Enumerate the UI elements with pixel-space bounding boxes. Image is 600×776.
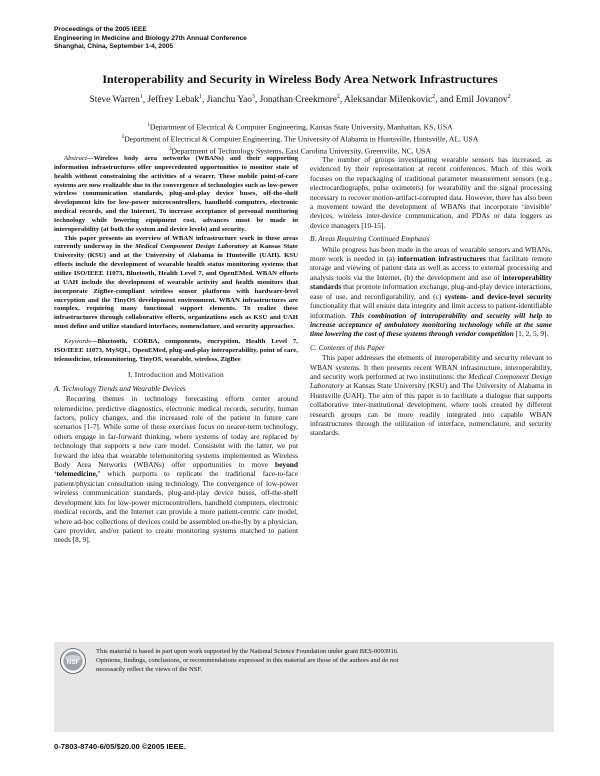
body-text: [1, 2, 5, 9]. xyxy=(513,329,549,339)
body-bold: interoperability standards xyxy=(310,272,552,292)
keywords xyxy=(54,338,298,365)
funding-footnote xyxy=(54,642,554,732)
left-column xyxy=(54,155,298,545)
body-text: This paper addresses the elements of interoperability and security relevant to WBAN systems. It then presents recent WBAN infrastructure, interoperability, and security work performed at two institutions: the xyxy=(310,353,552,381)
body-paragraph: The number of groups investigating wearable sensors has increased, as evidenced by their representation at recent conferences. Much of this work focuses on the repackaging of traditional parameter measurement sensors (e.g., electrocardiographs, pulse oximeters) for wearability and the signal processing necessary to recover motion-artifact-corrupted data. However, there has also been a movement toward the development of WBANs that incorporate ‘invisible’ devices, wireless inter-device communication, and PDAs or data loggers as device managers [10-15]. xyxy=(310,155,552,230)
author-name: Jianchu Yao xyxy=(206,95,252,106)
proceedings-line: Proceedings of the 2005 IEEE xyxy=(54,26,147,33)
paper-title: Interoperability and Security in Wireless Body Area Network Infrastructures xyxy=(102,72,498,86)
isbn-copyright: 0-7803-8740-6/05/$20.00 ©2005 IEEE. xyxy=(54,742,186,751)
abstract-text: —Wireless body area networks (WBANs) and their supporting information infrastructures offer unprecedented opportunities to monitor state of health without constraining the activities of a wearer. These mobile point-of-care systems are now realizable due to the convergence of technologies such as low-power wireless communication standards, plug-and-play device buses, off-the-shelf development kits for low-power microcontrollers, handheld computers, electronic medical records, and the Internet. To increase acceptance of personal monitoring technology while lowering equipment cost, advances must be made in interoperability (at both the system and device levels) and security. xyxy=(54,155,298,233)
abstract-paragraph xyxy=(54,155,298,235)
affiliation-sup: 3 xyxy=(168,147,172,153)
nsf-logo-icon xyxy=(60,648,86,674)
author-sep: , xyxy=(339,95,344,106)
author-sep: , xyxy=(142,95,148,106)
author-sup: 2 xyxy=(432,94,436,100)
body-bold-italic: This combination of interoperability and security will help to increase acceptance of ambulatory monitoring technology while at the same time lowering the cost of these systems through vendor competition xyxy=(310,310,553,339)
right-column xyxy=(310,155,552,438)
abstract-text: This paper presents an overview of WBAN infrastructure work in these areas currently underway in the xyxy=(54,234,298,251)
body-text: that promote information exchange, plug-and-play device interactions, ease of use, and reconfigurability, and (c) xyxy=(310,282,552,301)
author-name: Jeffrey Lebak xyxy=(147,95,200,106)
footnote-line: Opinions, findings, conclusions, or recommendations expressed in this material are those of the authors and do not xyxy=(96,657,399,665)
author-sep: , xyxy=(254,95,260,106)
affiliation xyxy=(0,121,600,133)
body-paragraph xyxy=(54,394,298,545)
affiliation-sup: 2 xyxy=(121,135,125,141)
author-list xyxy=(0,94,600,105)
abstract-label: Abstract xyxy=(64,155,87,162)
section-heading: I. Introduction and Motivation xyxy=(128,370,224,380)
proceedings-line: Engineering in Medicine and Biology 27th Annual Conference xyxy=(54,34,247,42)
author-name: Steve Warren xyxy=(89,95,140,106)
affiliations xyxy=(0,121,600,157)
affiliation-text: Department of Electrical & Computer Engineering, Kansas State University, Manhattan, KS, USA xyxy=(149,122,453,132)
subsection-heading: B. Areas Requiring Continued Emphasis xyxy=(310,234,430,244)
affiliation-sup: 1 xyxy=(147,123,150,128)
abstract xyxy=(54,155,298,332)
proceedings-line: Shanghai, China, September 1-4, 2005 xyxy=(54,43,174,51)
abstract-italic: Medical Component Design Laboratory xyxy=(135,243,249,251)
footnote-line: This material is based in part upon work supported by the National Science Foundation under grant BES-0093916. xyxy=(96,648,399,655)
author-sup: 2 xyxy=(507,94,511,100)
footnote-line: necessarily reflect the views of the NSF. xyxy=(96,666,203,674)
keywords-text: —Bluetooth, CORBA, components, encryption, Health Level 7, ISO/IEEE 11073, MySQL, OpenEMed, plug-and-play interoperability, point of care, telemedicine, telemonitoring, TinyOS, wearable, wireless, ZigBee xyxy=(54,337,298,363)
body-text: that facilitate remote storage and viewing of patient data as well as access to external processing and analysis tools via the Internet, (b) the development and use of xyxy=(310,254,552,282)
author-sup: 1 xyxy=(139,94,143,100)
proceedings-header xyxy=(54,26,247,52)
body-text: Recurring themes in technology forecasting efforts center around telemedicine, predictive diagnostics, electronic medical records, security, human factors, policy changes, and the increased role of the patient in future care scenarios [1-7]. While some of these exercises focus on nearer-term technology, others engage in far-forward thinking, where systems of today are replaced by technology that supports a new care model. Consistent with the latter, we put forward the idea that wearable telemonitoring systems implemented as Wireless Body Area Networks (WBANs) offer opportunities to move xyxy=(54,394,298,470)
keywords-label: Keywords xyxy=(64,337,91,345)
author-name: Jonathan Creekmore xyxy=(259,95,337,106)
affiliation-text: Department of Technology Systems, East Carolina University, Greenville, NC, USA xyxy=(171,146,431,156)
body-text: which purports to replicate the traditional face-to-face patient/physician consultation using technology. The convergence of low-power wireless communication standards, plug-and-play device buses, off-the-shelf development kits for low-power microcontrollers, handheld computers, electronic medical records, and the Internet can provide a more patient-centric care model, where ad-hoc collections of devices could be assembled on-the-fly by a physician, care provider, and/or patient to create monitoring systems matched to patient needs [8, 9]. xyxy=(54,469,298,545)
footnote-text xyxy=(96,647,536,675)
body-text: at Kansas State University (KSU) and The University of Alabama in Huntsville (UAH). The aim of this paper is to facilitate a dialogue that supports collaborative inter-institutional development, where tools created by different research groups can be more readily integrated into capable WBAN infrastructures through the utilization of interface, nomenclature, and security standards. xyxy=(310,381,552,438)
author-name: Aleksandar Milenkovic xyxy=(344,95,433,106)
body-bold: beyond ‘telemedicine,’ xyxy=(54,460,298,479)
body-bold: information infrastructures xyxy=(397,254,486,264)
subsection-heading: C. Contents of this Paper xyxy=(310,342,385,352)
body-paragraph xyxy=(310,353,552,438)
author-sep: , xyxy=(202,95,207,106)
author-sep: , and xyxy=(435,95,456,106)
nsf-logo-text: NSF xyxy=(66,659,80,666)
author-sup: 1 xyxy=(199,94,202,100)
author-sup: 2 xyxy=(336,94,340,100)
author-name: Emil Jovanov xyxy=(455,95,508,106)
body-italic: Medical Component Design Laboratory xyxy=(310,371,552,391)
subsection-heading: A. Technology Trends and Wearable Devices xyxy=(54,383,186,393)
body-text: functionality that will ensure data integrity and limit access to patient-identifiable information. xyxy=(310,301,552,320)
body-text: While progress has been made in the areas of wearable sensors and WBANs, more work is needed in (a) xyxy=(310,244,552,264)
abstract-paragraph xyxy=(54,235,298,332)
affiliation-text: Department of Electrical & Computer Engineering, The University of Alabama in Huntsville, Huntsville, AL, USA xyxy=(124,134,479,144)
abstract-text: at Kansas State University (KSU) and at the University of Alabama in Huntsville (UAH). KSU efforts include the development of wearable health status monitoring systems that utilize ISO/IEEE 11073, Bluetooth, Health Level 7, and OpenEMed. WBAN efforts at UAH include the development of wearable activity and health monitors that incorporate ZigBee-compliant wireless sensor platforms with hardware-level encryption and the TinyOS development environment. WBAN infrastructures are complex, requiring many functional support elements. To realize these infrastructures through collaborative efforts, organizations such as KSU and UAH must define and utilize standard interfaces, nomenclature, and security approaches. xyxy=(54,243,298,331)
author-sup: 3 xyxy=(252,94,255,100)
body-bold: system- and device-level security xyxy=(444,291,552,301)
body-paragraph xyxy=(310,245,552,339)
affiliation xyxy=(0,133,600,145)
